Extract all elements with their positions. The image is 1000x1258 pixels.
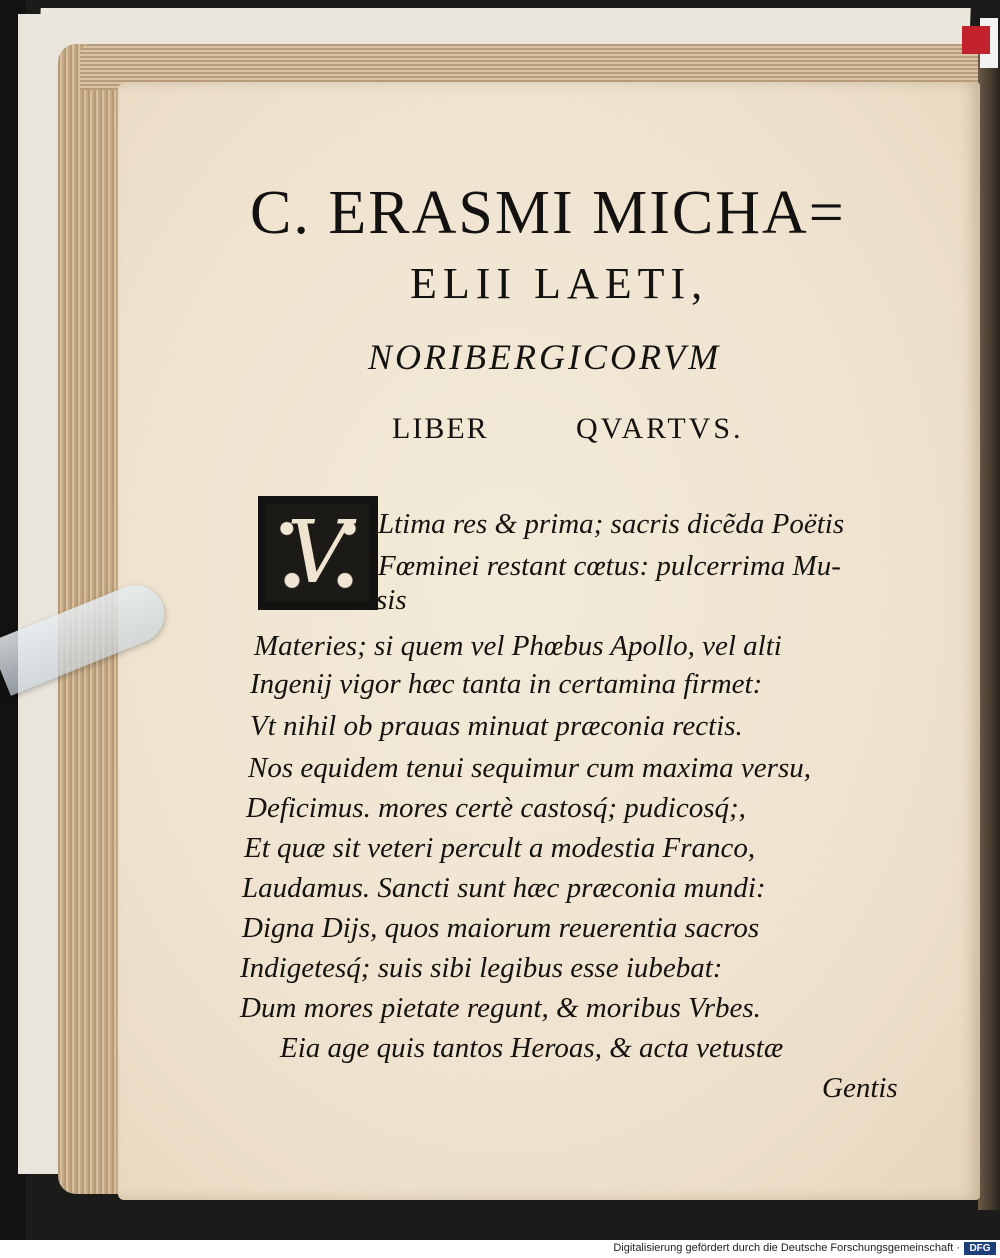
- verse-line: Materies; si quem vel Phœbus Apollo, vel alti: [254, 630, 782, 662]
- decorated-initial: [258, 496, 378, 610]
- book-gutter: [978, 40, 1000, 1210]
- title-line-1: C. ERASMI MICHA=: [250, 179, 846, 247]
- dfg-logo-icon: DFG: [964, 1242, 996, 1255]
- verse-line: Eia age quis tantos Heroas, & acta vetustæ: [280, 1032, 784, 1064]
- verse-line: Deficimus. mores certè castosq́; pudicosq́;,: [246, 792, 746, 824]
- book-number: QVARTVS.: [576, 412, 744, 445]
- verse-line: Indigetesq́; suis sibi legibus esse iubebat:: [240, 952, 723, 984]
- verse-line: Vt nihil ob prauas minuat præconia rectis.: [250, 710, 743, 742]
- decorated-initial-letter: V: [266, 504, 370, 602]
- verse-line: Dum mores pietate regunt, & moribus Vrbes.: [240, 992, 761, 1024]
- verse-line: Digna Dijs, quos maiorum reuerentia sacros: [242, 912, 760, 944]
- verse-line: Ingenij vigor hæc tanta in certamina firmet:: [250, 668, 763, 700]
- title-line-2: ELII LAETI,: [410, 259, 709, 308]
- funding-notice: Digitalisierung gefördert durch die Deutsche Forschungsgemeinschaft ·: [613, 1242, 960, 1254]
- verse-line: Laudamus. Sancti sunt hæc præconia mundi:: [242, 872, 766, 904]
- catchword: Gentis: [822, 1072, 898, 1104]
- verse-line: sis: [376, 584, 407, 616]
- bookmark-red: [962, 26, 990, 54]
- verse-line: Fœminei restant cœtus: pulcerrima Mu-: [378, 550, 841, 582]
- verse-line: Ltima res & prima; sacris dicẽda Poëtis: [378, 508, 845, 540]
- previous-page-edge: [39, 8, 970, 48]
- title-line-3: NORIBERGICORVM: [368, 337, 722, 377]
- verse-line: Et quæ sit veteri percult a modestia Franco,: [244, 832, 756, 864]
- book-label: LIBER: [392, 412, 489, 445]
- verse-line: Nos equidem tenui sequimur cum maxima versu,: [248, 752, 811, 784]
- footer-bar: [0, 1240, 1000, 1258]
